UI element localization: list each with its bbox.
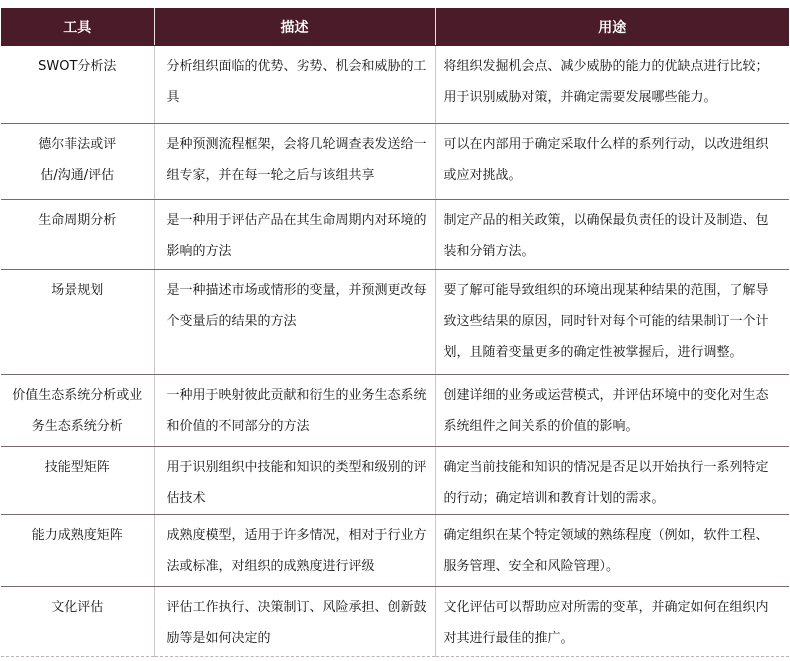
usage-cell: 文化评估可以帮助应对所需的变革，并确定如何在组织内对其进行最佳的推广。 bbox=[435, 587, 789, 657]
table-row bbox=[1, 46, 789, 124]
description-cell: 是种预测流程框架，会将几轮调查表发送给一组专家，并在每一轮之后与该组共享 bbox=[154, 124, 435, 200]
table-row bbox=[1, 587, 789, 657]
table-row bbox=[1, 515, 789, 587]
tool-cell: 价值生态系统分析或业务生态系统分析 bbox=[1, 375, 154, 447]
table-row bbox=[1, 124, 789, 200]
tool-cell: 德尔菲法或评估/沟通/评估 bbox=[1, 124, 154, 200]
description-cell: 成熟度模型，适用于许多情况，相对于行业方法或标准，对组织的成熟度进行评级 bbox=[154, 515, 435, 587]
table-row bbox=[1, 375, 789, 447]
usage-cell: 制定产品的相关政策，以确保最负责任的设计及制造、包装和分销方法。 bbox=[435, 200, 789, 270]
tool-cell: 文化评估 bbox=[1, 587, 154, 657]
tool-cell: 场景规划 bbox=[1, 270, 154, 375]
methods-table bbox=[1, 8, 789, 657]
table-row bbox=[1, 447, 789, 515]
table-body bbox=[1, 46, 789, 657]
description-cell: 是一种用于评估产品在其生命周期内对环境的影响的方法 bbox=[154, 200, 435, 270]
usage-cell: 确定组织在某个特定领域的熟练程度（例如，软件工程、服务管理、安全和风险管理）。 bbox=[435, 515, 789, 587]
usage-cell: 可以在内部用于确定采取什么样的系列行动，以改进组织或应对挑战。 bbox=[435, 124, 789, 200]
header-row bbox=[1, 8, 789, 46]
description-cell: 用于识别组织中技能和知识的类型和级别的评估技术 bbox=[154, 447, 435, 515]
table-row bbox=[1, 200, 789, 270]
tool-cell: SWOT分析法 bbox=[1, 46, 154, 124]
usage-cell: 确定当前技能和知识的情况是否足以开始执行一系列特定的行动；确定培训和教育计划的需求。 bbox=[435, 447, 789, 515]
column-header-desc: 描述 bbox=[154, 8, 435, 46]
table-header bbox=[1, 8, 789, 46]
column-header-tool: 工具 bbox=[1, 8, 154, 46]
tool-cell: 技能型矩阵 bbox=[1, 447, 154, 515]
usage-cell: 创建详细的业务或运营模式，并评估环境中的变化对生态系统组件之间关系的价值的影响。 bbox=[435, 375, 789, 447]
description-cell: 一种用于映射彼此贡献和衍生的业务生态系统和价值的不同部分的方法 bbox=[154, 375, 435, 447]
column-header-use: 用途 bbox=[435, 8, 789, 46]
methods-table-container bbox=[1, 8, 789, 657]
table-row bbox=[1, 270, 789, 375]
description-cell: 是一种描述市场或情形的变量，并预测更改每个变量后的结果的方法 bbox=[154, 270, 435, 375]
tool-cell: 能力成熟度矩阵 bbox=[1, 515, 154, 587]
tool-cell: 生命周期分析 bbox=[1, 200, 154, 270]
usage-cell: 要了解可能导致组织的环境出现某种结果的范围，了解导致这些结果的原因，同时针对每个可能的结果制订一个计划，且随着变量更多的确定性被掌握后，进行调整。 bbox=[435, 270, 789, 375]
usage-cell: 将组织发掘机会点、减少威胁的能力的优缺点进行比较；用于识别威胁对策，并确定需要发展哪些能力。 bbox=[435, 46, 789, 124]
description-cell: 评估工作执行、决策制订、风险承担、创新鼓励等是如何决定的 bbox=[154, 587, 435, 657]
description-cell: 分析组织面临的优势、劣势、机会和威胁的工具 bbox=[154, 46, 435, 124]
